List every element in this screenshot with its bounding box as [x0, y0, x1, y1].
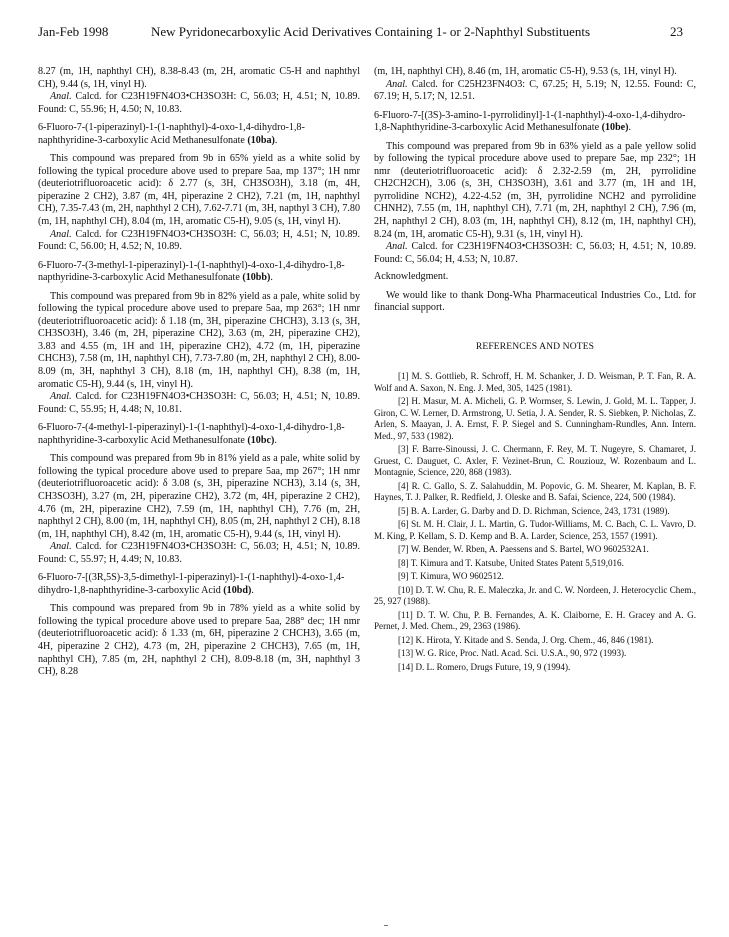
- experimental-paragraph: This compound was prepared from 9b in 63% yield as a pale yellow solid by following the typical procedure above used to prepare 5ae, mp 232°; 1H nmr (deuteriotrifluoroacetic acid): δ 2.32-2.59 (m, 2H, pyrrolidine CH2CH2CH), 3.06 (s, 3H, CH3SO3H), 3.61 and 3.77 (m, 1H and 1H, pyrrolidine NCH2), 4.22-4.52 (m, 3H, pyrrolidine NCH2 and pyrrolidine CHNH2), 7.55 (m, 1H, naphthyl CH), 7.71 (m, 2H, naphthyl 2 CH), 7.96 (m, 2H, naphthyl 2 CH), 8.03 (m, 1H, naphthyl CH), 8.12 (m, 1H, naphthyl CH), 8.24 (m, 1H, aromatic C5-H), 9.31 (s, 1H, vinyl H).: [374, 140, 696, 240]
- reference-number: [9]: [398, 571, 409, 582]
- compound-title: 6-Fluoro-7-(4-methyl-1-piperazinyl)-1-(1-naphthyl)-4-oxo-1,4-dihydro-1,8-naphthyridine-3-carboxylic Acid Methanesulfonate (10bc).: [38, 422, 345, 446]
- nmr-continuation: (m, 1H, naphthyl CH), 8.46 (m, 1H, aromatic C5-H), 9.53 (s, 1H, vinyl H).: [374, 66, 677, 77]
- reference-text: H. Masur, M. A. Micheli, G. P. Wormser, S. Lewin, J. Gold, M. L. Tapper, J. Giron, C. W. Lerner, D. Armstrong, U. Setia, J. A. Sender, R. S. Siebken, P. Nicholas, Z. Arlen, S. Maayan, J. A. Ernst, F. P. Siegel and S. Cunningham-Rundles, Ann. Intern. Med., 97, 533 (1982).: [374, 396, 696, 441]
- acknowledgment-heading: Acknowledgment.: [374, 271, 449, 283]
- reference-text: R. C. Gallo, S. Z. Salahuddin, M. Popovic, G. M. Shearer, M. Kaplan, B. F. Haynes, T. J. Palker, R. Redfield, J. Oleske and B. Safai, Science, 224, 500 (1984).: [374, 480, 696, 503]
- reference-item: [374, 571, 696, 583]
- reference-number: [11]: [398, 609, 413, 620]
- nmr-continuation: 8.27 (m, 1H, naphthyl CH), 8.38-8.43 (m, 2H, aromatic C5-H and naphthyl CH), 9.44 (s, 1H, vinyl H).: [38, 66, 360, 90]
- issue-date: Jan-Feb 1998: [38, 24, 109, 39]
- reference-text: K. Hirota, Y. Kitade and S. Senda, J. Org. Chem., 46, 846 (1981).: [415, 634, 654, 645]
- references-list: [374, 371, 696, 673]
- reference-text: T. Kimura, WO 9602512.: [410, 571, 504, 582]
- reference-item: [374, 481, 696, 504]
- reference-text: W. Bender, W. Rben, A. Paessens and S. Bartel, WO 9602532A1.: [410, 544, 649, 555]
- reference-item: [374, 444, 696, 479]
- compound-title: 6-Fluoro-7-[(3S)-3-amino-1-pyrrolidinyl]-1-(1-naphthyl)-4-oxo-1,4-dihydro-1,8-Naphthyridine-3-carboxylic Acid Methanesulfonate (10be).: [374, 109, 686, 134]
- reference-number: [7]: [398, 544, 409, 555]
- reference-number: [14]: [398, 661, 414, 672]
- reference-item: [374, 610, 696, 633]
- compound-title: 6-Fluoro-7-(1-piperazinyl)-1-(1-naphthyl)-4-oxo-1,4-dihydro-1,8-naphthyridine-3-carboxylic Acid Methanesulfonate (10ba).: [38, 122, 305, 146]
- reference-item: [374, 396, 696, 442]
- reference-text: D. T. W. Chu, R. E. Maleczka, Jr. and C. W. Nordeen, J. Heterocyclic Chem., 25, 927 (1988).: [374, 584, 696, 607]
- reference-text: T. Kimura and T. Katsube, United States Patent 5,519,016.: [410, 557, 624, 568]
- reference-text: D. L. Romero, Drugs Future, 19, 9 (1994).: [415, 661, 571, 672]
- compound-title: 6-Fluoro-7-(3-methyl-1-piperazinyl)-1-(1-naphthyl)-4-oxo-1,4-dihydro-1,8-napthyridine-3-carboxylic Acid Methanesulfonate (10bb).: [38, 259, 345, 284]
- reference-number: [8]: [398, 557, 409, 568]
- left-column: [38, 66, 360, 679]
- acknowledgment-text: We would like to thank Dong-Wha Pharmaceutical Industries Co., Ltd. for financial support.: [374, 289, 696, 314]
- running-title: New Pyridonecarboxylic Acid Derivatives Containing 1- or 2-Naphthyl Substituents: [151, 24, 591, 39]
- experimental-paragraph: This compound was prepared from 9b in 65% yield as a white solid by following the typical procedure above used to prepare 5aa, mp 137°; 1H nmr (deuteriotrifluoroacetic acid): δ 2.77 (s, 3H, CH3SO3H), 3.18 (m, 4H, piperazine 2 CH2), 3.87 (m, 4H, piperazine 2 CH2), 7.21 (m, 1H, naphthyl CH), 7.35-7.43 (m, 2H, naphthyl 2 CH), 7.62-7.71 (m, 3H, napthyl 3 CH), 7.80 (m, 1H, naphthyl CH), 8.04 (m, 1H, aromatic C5-H), 9.05 (s, 1H, vinyl H).: [38, 153, 360, 228]
- reference-item: [374, 544, 696, 556]
- reference-number: [6]: [398, 519, 409, 530]
- reference-number: [1]: [398, 371, 409, 382]
- reference-number: [5]: [398, 505, 409, 516]
- elemental-analysis: Anal. Calcd. for C23H19FN4O3•CH3SO3H: C, 56.03; H, 4.51; N, 10.89. Found: C, 55.96; H, 4.50; N, 10.83.: [38, 91, 360, 115]
- reference-item: [374, 506, 696, 518]
- elemental-analysis: Anal. Calcd. for C23H19FN4O3•CH3SO3H: C, 56.03; H, 4.51; N, 10.89. Found: C, 56.04; H, 4.53; N, 10.87.: [374, 241, 696, 265]
- reference-item: [374, 662, 696, 674]
- reference-number: [4]: [398, 480, 409, 491]
- reference-text: F. Barre-Sinoussi, J. C. Chermann, F. Rey, M. T. Nugeyre, S. Chamaret, J. Gruest, C. Dauguet, C. Axler, F. Vezinet-Brun, C. Rouziouz, W. Rozenbaum and L. Montagnie, Science, 220, 868 (1983).: [374, 444, 696, 478]
- elemental-analysis: Anal. Calcd. for C23H19FN4O3•CH3SO3H: C, 56.03; H, 4.51; N, 10.89. Found: C, 56.00; H, 4.52; N, 10.89.: [38, 228, 360, 253]
- reference-number: [10]: [398, 584, 414, 595]
- reference-text: M. S. Gottlieb, R. Schroff, H. M. Schanker, J. D. Weisman, P. T. Fan, R. A. Wolf and A. Saxon, N. Eng. J. Med, 305, 1425 (1981).: [374, 371, 696, 393]
- reference-number: [2]: [398, 396, 409, 407]
- elemental-analysis: Anal. Calcd. for C23H19FN4O3•CH3SO3H: C, 56.03; H, 4.51; N, 10.89. Found: C, 55.97; H, 4.49; N, 10.83.: [38, 541, 360, 565]
- footer-mark: [384, 925, 388, 926]
- reference-item: [374, 558, 696, 570]
- reference-number: [13]: [398, 648, 414, 659]
- reference-number: [12]: [398, 634, 414, 645]
- compound-title: 6-Fluoro-7-[(3R,5S)-3,5-dimethyl-1-piperazinyl)-1-(1-naphthyl)-4-oxo-1,4-dihydro-1,8-naphthyridine-3-carboxylic Acid (10bd).: [38, 572, 345, 596]
- experimental-paragraph: This compound was prepared from 9b in 82% yield as a pale, white solid by following the typical procedure above used to prepare 5aa, mp 263°; 1H nmr (deuteriotrifluoroacetic acid): δ 1.18 (m, 3H, piperazine CHCH3), 3.13 (s, 3H, CH3SO3H), 3.46 (m, 2H, piperazine CH2), 3.63 (m, 2H, piperazine CH2), 3.83 and 4.55 (m, 1H and 1H, piperazine CH2), 4.72 (m, 1H, piperazine CHCH3), 7.58 (m, 1H, naphthyl CH), 7.73-7.80 (m, 2H, naphthyl 2 CH), 8.00-8.09 (m, 3H, naphthyl 3 CH), 8.18 (m, 1H, naphthyl CH), 8.38 (m, 1H, aromatic C5-H), 9.44 (s, 1H, vinyl H).: [38, 290, 360, 390]
- experimental-paragraph: This compound was prepared from 9b in 78% yield as a white solid by following the typical procedure above used to prepare 5aa, 288° dec; 1H nmr (deuteriotrifluoroacetic acid): δ 1.33 (m, 6H, piperazine 2 CHCH3), 3.65 (m, 4H, piperazine 2 CH2), 4.73 (m, 2H, piperazine 2 CHCH3), 7.65 (m, 1H, naphthyl CH), 7.85 (m, 2H, naphthyl 2 CH), 8.09-8.18 (m, 3H, naphthyl 3 CH), 8.28: [38, 603, 360, 678]
- page-number: 23: [670, 24, 683, 39]
- reference-item: [374, 371, 696, 394]
- reference-text: W. G. Rice, Proc. Natl. Acad. Sci. U.S.A., 90, 972 (1993).: [415, 648, 627, 659]
- reference-item: [374, 585, 696, 608]
- experimental-paragraph: This compound was prepared from 9b in 81% yield as a pale, white solid by following the typical procedure above used to prepare 5aa, mp 267°; 1H nmr (deuteriotrifluoroacetic acid): δ 3.08 (s, 3H, piperazine NCH3), 3.14 (s, 3H, CH3SO3H), 3.27 (m, 2H, piperazine CH2), 3.72 (m, 4H, piperazine 2 CH2), 4.76 (m, 2H, piperazine CH2), 7.59 (m, 1H, naphthyl CH), 7.76 (m, 2H, naphthyl 2 CH), 8.00 (m, 1H, naphthyl CH), 8.05 (m, 2H, naphthyl 2 CH), 8.18 (m, 1H, naphthyl CH), 8.42 (m, 1H, aromatic C5-H), 9.44 (s, 1H, vinyl H).: [38, 453, 360, 540]
- right-column: [374, 66, 696, 675]
- reference-text: St. M. H. Clair, J. L. Martin, G. Tudor-Williams, M. C. Bach, C. L. Vavro, D. M. King, P. Kellam, S. D. Kemp and B. A. Larder, Science, 253, 1557 (1991).: [374, 519, 696, 541]
- reference-text: B. A. Larder, G. Darby and D. D. Richman, Science, 243, 1731 (1989).: [410, 505, 670, 516]
- reference-item: [374, 648, 696, 660]
- reference-number: [3]: [398, 444, 409, 455]
- reference-text: D. T. W. Chu, P. B. Fernandes, A. K. Claiborne, E. H. Gracey and A. G. Pernet, J. Med. Chem., 29, 2363 (1986).: [374, 609, 696, 632]
- elemental-analysis: Anal. Calcd. for C25H23FN4O3: C, 67.25; H, 5.19; N, 12.55. Found: C, 67.19; H, 5.17; N, 12.51.: [374, 78, 696, 103]
- references-heading: REFERENCES AND NOTES: [475, 340, 595, 352]
- reference-item: [374, 635, 696, 647]
- elemental-analysis: Anal. Calcd. for C23H19FN4O3•CH3SO3H: C, 56.03; H, 4.51; N, 10.89. Found: C, 55.95; H, 4.48; N, 10.81.: [38, 391, 360, 415]
- reference-item: [374, 519, 696, 542]
